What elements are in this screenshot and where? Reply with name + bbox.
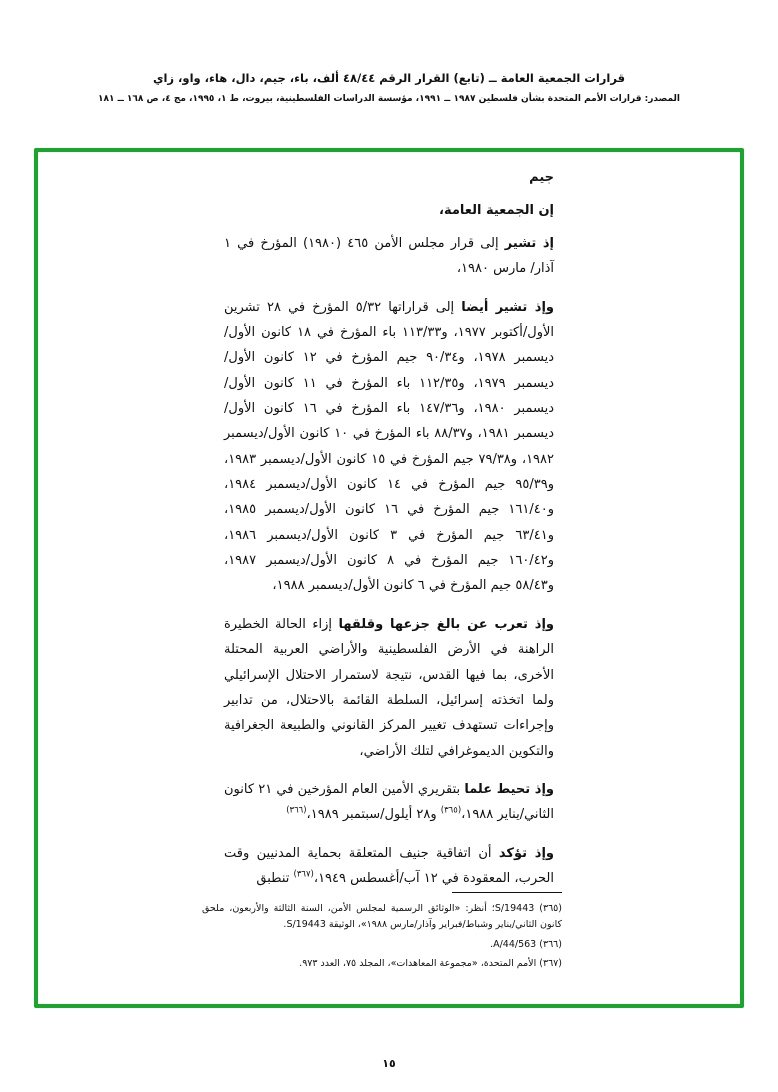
footnote-ref-367[interactable]: (٣٦٧) — [293, 869, 314, 880]
footnote-ref-366[interactable]: (٣٦٦) — [286, 805, 307, 816]
paragraph-5-text: أن اتفاقية جنيف المتعلقة بحماية المدنيين وقت الحرب، المعقودة في ١٢ آب/أغسطس ١٩٤٩، — [224, 845, 554, 886]
green-frame-border — [34, 148, 744, 1008]
footnote-item: (٣٦٦) A/44/563. — [490, 938, 562, 950]
header-source: المصدر: قرارات الأمم المتحدة بشأن فلسطين ١٩٨٧ ــ ١٩٩١، مؤسسة الدراسات الفلسطينية، بيروت، ط ١، ١٩٩٥، مج ٤، ص ١٦٨ ــ ١٨١ — [98, 94, 680, 105]
paragraph-3-text: إزاء الحالة الخطيرة الراهنة في الأرض الفلسطينية والأراضي العربية المحتلة الأخرى، بما فيها القدس، نتيجة لاستمرار الاحتلال الإسرائيلي ولما اتخذته إسرائيل، السلطة القائمة بالاحتلال، من تدابير وإجراءات تستهدف تغيير المركز القانوني والطبيعة الجغرافية والتكوين الديموغرافي لتلك الأراضي، — [224, 616, 554, 759]
paragraph-1-lead: إذ تشير — [504, 236, 554, 251]
paragraph-2-lead: وإذ تشير أيضا — [461, 299, 554, 315]
footnote-ref-365[interactable]: (٣٦٥) — [440, 805, 462, 816]
paragraph-3-lead: وإذ تعرب عن بالغ جزعها وقلقها — [338, 616, 554, 632]
paragraph-2-text: إلى قراراتها ٥/٣٢ المؤرخ في ٢٨ تشرين الأول/أكتوبر ١٩٧٧، و١١٣/٣٣ باء المؤرخ في ١٨ كانون الأول/ديسمبر ١٩٧٨، و٩٠/٣٤ جيم المؤرخ في ١٢ كانون الأول/ديسمبر ١٩٧٩، و١١٢/٣٥ باء المؤرخ في ١١ كانون الأول/ديسمبر ١٩٨٠، و١٤٧/٣٦ باء المؤرخ في ١٦ كانون الأول/ديسمبر ١٩٨١، و٨٨/٣٧ باء المؤرخ في ١٠ كانون الأول/ديسمبر ١٩٨٢، و٧٩/٣٨ جيم المؤرخ في ١٥ كانون الأول/ديسمبر ١٩٨٣، و٩٥/٣٩ جيم المؤرخ في ١٤ كانون الأول/ديسمبر ١٩٨٤، و١٦١/٤٠ جيم المؤرخ في ١٦ كانون الأول/ديسمبر ١٩٨٥، و٦٣/٤١ جيم المؤرخ في ٣ كانون الأول/ديسمبر ١٩٨٦، و١٦٠/٤٢ جيم المؤرخ في ٨ كانون الأول/ديسمبر ١٩٨٧، و٥٨/٤٣ جيم المؤرخ في ٦ كانون الأول/ديسمبر ١٩٨٨، — [224, 299, 555, 594]
paragraph-1-text: إلى قرار مجلس الأمن ٤٦٥ (١٩٨٠) المؤرخ في ١ آذار/ مارس ١٩٨٠، — [224, 236, 554, 277]
document-body — [224, 170, 554, 901]
paragraph-4 — [224, 777, 554, 828]
addressee-line: إن الجمعية العامة، — [439, 203, 554, 218]
page-header — [0, 70, 778, 107]
paragraph-5 — [224, 841, 554, 892]
paragraph-4-text-2: و٢٨ أيلول/سبتمبر ١٩٨٩، — [306, 807, 441, 823]
paragraph-5-lead: وإذ تؤكد — [498, 845, 554, 861]
paragraph-3 — [224, 612, 554, 764]
paragraph-2 — [224, 295, 554, 599]
header-title: قرارات الجمعية العامة ــ (تابع) القرار الرقم ٤٨/٤٤ ألف، باء، جيم، دال، هاء، واو، زاي — [152, 71, 626, 85]
paragraph-4-lead: وإذ تحيط علما — [464, 781, 554, 797]
footnote-separator — [452, 892, 562, 893]
paragraph-5-text-2: تنطبق — [256, 870, 294, 886]
page-number: ١٥ — [382, 1057, 396, 1070]
section-letter: جيم — [529, 170, 554, 185]
footnote-item: (٣٦٧) الأمم المتحدة، «مجموعة المعاهدات»، المجلد ٧٥، العدد ٩٧٣. — [299, 958, 562, 970]
footnote-item: (٣٦٥) S/19443؛ أنظر: «الوثائق الرسمية لمجلس الأمن، السنة الثالثة والأربعون، ملحق كانون الثاني/يناير وشباط/فبراير وآذار/مارس ١٩٨٨»، الوثيقة S/19443. — [202, 902, 562, 931]
footnotes — [202, 892, 562, 977]
paragraph-1 — [224, 231, 554, 282]
paragraph-4-text: بتقريري الأمين العام المؤرخين في ٢١ كانون الثاني/يناير ١٩٨٨، — [224, 781, 554, 823]
